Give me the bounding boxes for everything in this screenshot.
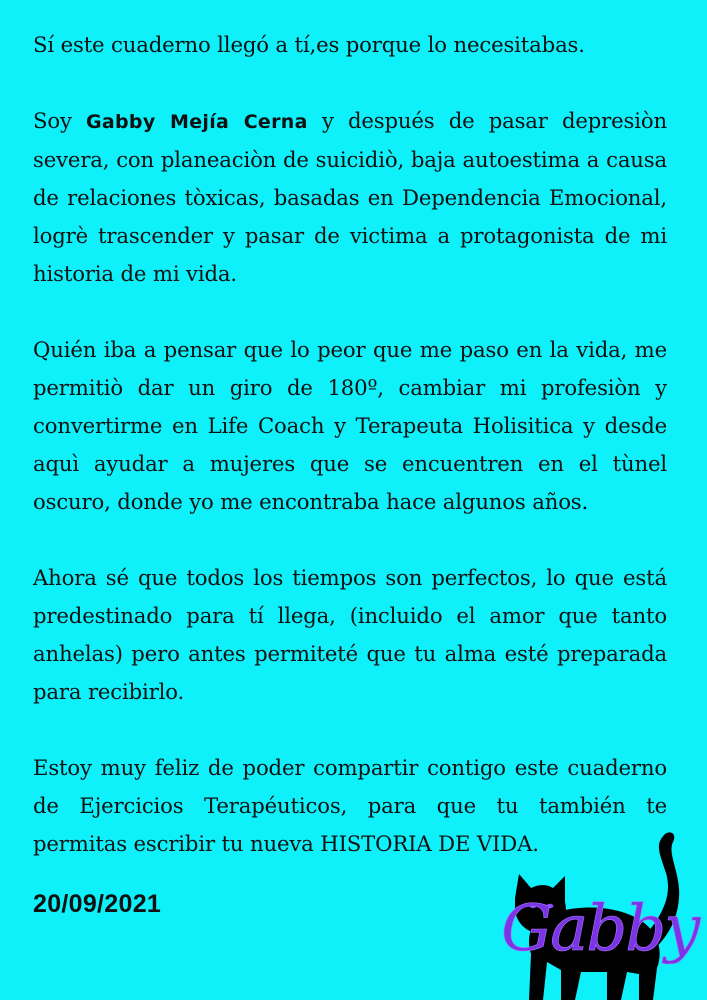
bio-paragraph bbox=[33, 102, 667, 293]
bio-intro-text: Soy bbox=[33, 108, 86, 133]
timing-paragraph: Ahora sé que todos los tiempos son perfectos, lo que está predestinado para tí llega, (incluido el amor que tanto anhelas) pero antes permiteté que tu alma esté preparada para recibirlo. bbox=[33, 565, 667, 704]
black-cat-icon bbox=[495, 822, 707, 1000]
signature-text: Gabby bbox=[501, 892, 699, 966]
author-name: Gabby Mejía Cerna bbox=[86, 111, 308, 133]
signature-logo bbox=[495, 822, 707, 1000]
letter-body bbox=[33, 26, 667, 901]
turning-point-paragraph: Quién iba a pensar que lo peor que me paso en la vida, me permitiò dar un giro de 180º, cambiar mi profesiòn y convertirme en Life Coach y Terapeuta Holisitica y desde aquì ayudar a mujeres que se encuentren en el tùnel oscuro, donde yo me encontraba hace algunos años. bbox=[33, 337, 667, 514]
intro-paragraph: Sí este cuaderno llegó a tí,es porque lo necesitabas. bbox=[33, 32, 585, 57]
date-label: 20/09/2021 bbox=[33, 890, 162, 918]
closing-paragraph: Estoy muy feliz de poder compartir contigo este cuaderno de Ejercicios Terapéuticos, para que tu también te permitas escribir tu nueva HISTORIA DE VIDA. bbox=[33, 755, 667, 856]
bio-text: y después de pasar depresiòn severa, con planeaciòn de suicidiò, baja autoestima a causa de relaciones tòxicas, basadas en Dependencia Emocional, logrè trascender y pasar de victima a protagonista de mi historia de mi vida. bbox=[33, 108, 667, 286]
